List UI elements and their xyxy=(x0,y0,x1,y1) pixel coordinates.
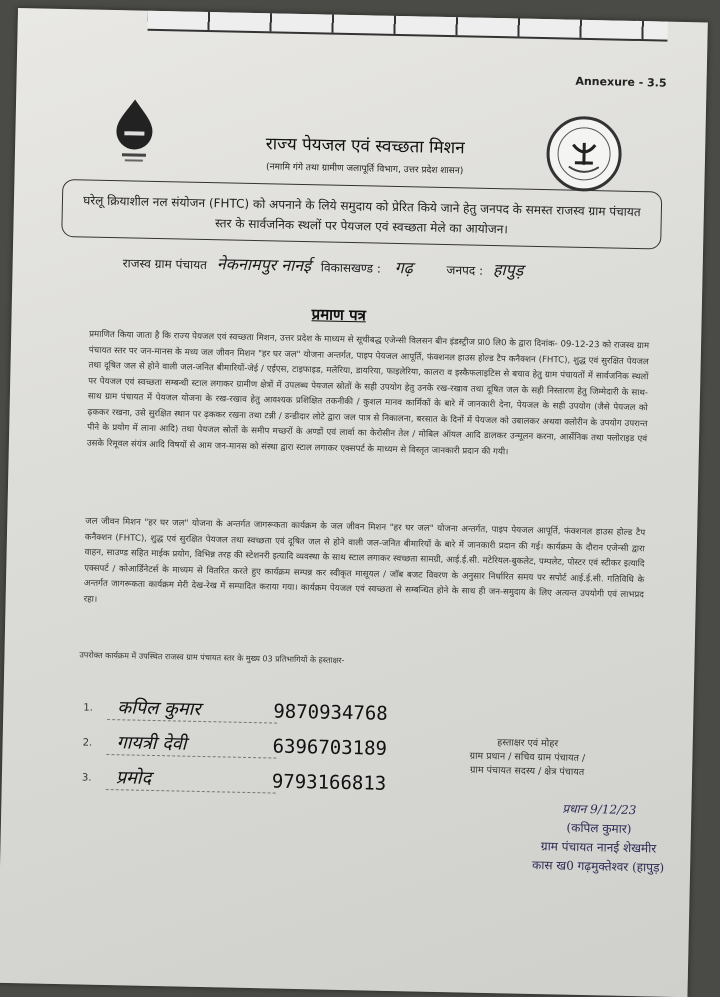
participant-signature: कपिल कुमार xyxy=(107,695,277,724)
document-page xyxy=(0,8,708,997)
page-title: राज्य पेयजल एवं स्वच्छता मिशन xyxy=(265,134,465,159)
gp-value: नेकनामपुर नानई xyxy=(216,254,312,276)
participant-row: 3. प्रमोद 9793166813 xyxy=(82,765,432,798)
pradhan-stamp: प्रधान 9/12/23 (कपिल कुमार) ग्राम पंचायत नानई शेखमीर कास ख0 गढ़मुक्तेश्वर (हापुड़) xyxy=(508,798,690,878)
top-paper-strip xyxy=(148,11,668,42)
gp-label: राजस्व ग्राम पंचायत xyxy=(122,256,208,273)
location-line xyxy=(122,250,652,283)
participant-phone: 6396703189 xyxy=(272,735,388,760)
participant-phone: 9793166813 xyxy=(271,770,387,795)
district-label: जनपद : xyxy=(446,263,484,278)
participant-signature: प्रमोद xyxy=(106,765,276,794)
district-value: हापुड़ xyxy=(492,260,524,280)
water-mission-logo xyxy=(110,95,159,166)
participants-note: उपरोक्त कार्यक्रम में उपस्थित राजस्व ग्राम पंचायत स्तर के मुख्य 03 प्रतिभागियों के हस्ताक्षर- xyxy=(79,650,345,665)
block-value: गढ़ xyxy=(394,257,413,278)
event-banner: घरेलू क्रियाशील नल संयोजन (FHTC) को अपनाने के लिये समुदाय को प्रेरित किये जाने हेतु जनपद के समस्त राजस्व ग्राम पंचायत स्तर के सार्वजनिक स्थलों पर पेयजल एवं स्वच्छता मेले का आयोजन। xyxy=(61,179,662,250)
block-label: विकासखण्ड : xyxy=(320,260,381,276)
page-subtitle: (नमामि गंगे तथा ग्रामीण जलापूर्ति विभाग, उत्तर प्रदेश शासन) xyxy=(265,162,464,177)
participant-row: 1. कपिल कुमार 9870934768 xyxy=(83,695,433,728)
certificate-paragraph-1: प्रमाणित किया जाता है कि राज्य पेयजल एवं स्वच्छता मिशन, उत्तर प्रदेश के माध्यम से सूचीबद्ध एजेन्सी विलसन बीन इंडस्ट्रीज प्रा0 लि0 के द्वारा दिनांक- 09-12-23 को राजस्व ग्राम पंचायत स्तर पर जन-मानस के मध्य जल जीवन मिशन "हर घर जल" योजना अन्तर्गत, पाइप पेयजल आपूर्ति, फंक्शनल हाउस होल्ड टैप कनैक्शन (FHTC), शुद्ध एवं सुरक्षित पेयजल तथा दूषित जल से होने वाली जल-जनित बीमारियों-जेई / एईएस, टाइफाइड, मलेरिया, डायरिया, फाइलेरिया, कालरा व इस्कैफलाइटिस से बचाव हेतु ग्राम पंचायतों में सार्वजनिक स्थलों पर पेयजल एवं स्वच्छता सम्बन्धी स्टाल लगाकर ग्रामीण क्षेत्रों में उपलब्ध पेयजल स्रोतों के सही उपयोग हेतु उनके रख-रखाव तथा दूषित जल के सही निस्तारण हेतु जिम्मेदारी के साथ-साथ ग्राम पंचायत में पेयजल योजना के रख-रखाव हेतु आवश्यक प्रशिक्षित तकनीकी / कुशल मानव कार्मिकों के बारे में जानकारी देना, पेयजल के सही उपयोग (जैसे पेयजल को ढ़ककर रखना, उसे सुरक्षित स्थान पर ढ़ककर रखना तथा टन्नी / डन्डीदार लोटे द्वारा जल पात्र से निकालना, बरसात के दिनों में पेयजल को उबालकर अथवा क्लोरीन के उपयोग उपरान्त पीने के प्रयोग में लाना आदि) तथा पेयजल स्रोतों के समीप मच्छरों के अण्डों एवं लार्वा का केरोसीन तेल / मोबिल ऑयल आदि डालकर उन्मूलन करना, आर्सेनिक तथा फ्लोराइड एवं उसके रिमूवल संयंत्र आदि विषयों से आम जन-मानस को संस्था द्वारा स्टाल लगाकर एक्सपर्ट के माध्यम से विस्तृत जानकारी प्रदान की गयी। xyxy=(86,329,650,457)
up-govt-emblem xyxy=(544,114,624,194)
annexure-label: Annexure - 3.5 xyxy=(575,74,667,90)
certificate-paragraph-2: जल जीवन मिशन "हर घर जल" योजना के अन्तर्गत जागरूकता कार्यक्रम के जल जीवन मिशन "हर घर जल" योजना अन्तर्गत, पाइप पेयजल आपूर्ति, फंक्शनल हाउस होल्ड टैप कनैक्शन (FHTC), शुद्ध एवं सुरक्षित पेयजल तथा स्वच्छता एवं दूषित जल से होने वाली जल-जनित बीमारियों के बारे में जानकारी प्रदान की गई। कार्यक्रम के दौरान एजेन्सी द्वारा वाहन, साउण्ड सहित माईक प्रयोग, विभिन्न तरह की स्टेशनरी इत्यादि व्यवस्था के साथ स्टाल लगाकर स्वच्छता सामग्री, आई.ई.सी. मटेरियल-बुकलेट, पम्पलेट, पोस्टर एवं स्टीकर इत्यादि एक्सपर्ट / कोआर्डिनेटर्स के माध्यम से वितरित करते हुए कार्यक्रम सम्पन्न कर स्वीकृत मासूयल / जाॅब बजट विवरण के अनुसार निर्धारित समय पर सपोर्ट आई.ई.सी. गतिविधि के अन्तर्गत जागरूकता कार्यक्रम मेरी देख-रेख में सम्पादित कराया गया। कार्यक्रम पेयजल एवं स्वच्छता से सम्बन्धित होने के साथ ही जन-समुदाय के लिए अत्यन्त उपयोगी एवं लाभप्रद रहा। xyxy=(83,516,646,605)
certificate-heading: प्रमाण पत्र xyxy=(311,305,367,325)
participant-row: 2. गायत्री देवी 6396703189 xyxy=(82,730,432,763)
pradhan-signature: प्रधान 9/12/23 xyxy=(562,801,637,818)
pradhan-name: (कपिल कुमार) xyxy=(566,820,632,837)
signature-block: हस्ताक्षर एवं मोहर ग्राम प्रधान / सचिव ग्राम पंचायत / ग्राम पंचायत सदस्य / क्षेत्र पंचायत xyxy=(469,737,586,779)
participant-signature: गायत्री देवी xyxy=(106,730,276,759)
participant-phone: 9870934768 xyxy=(273,700,388,725)
